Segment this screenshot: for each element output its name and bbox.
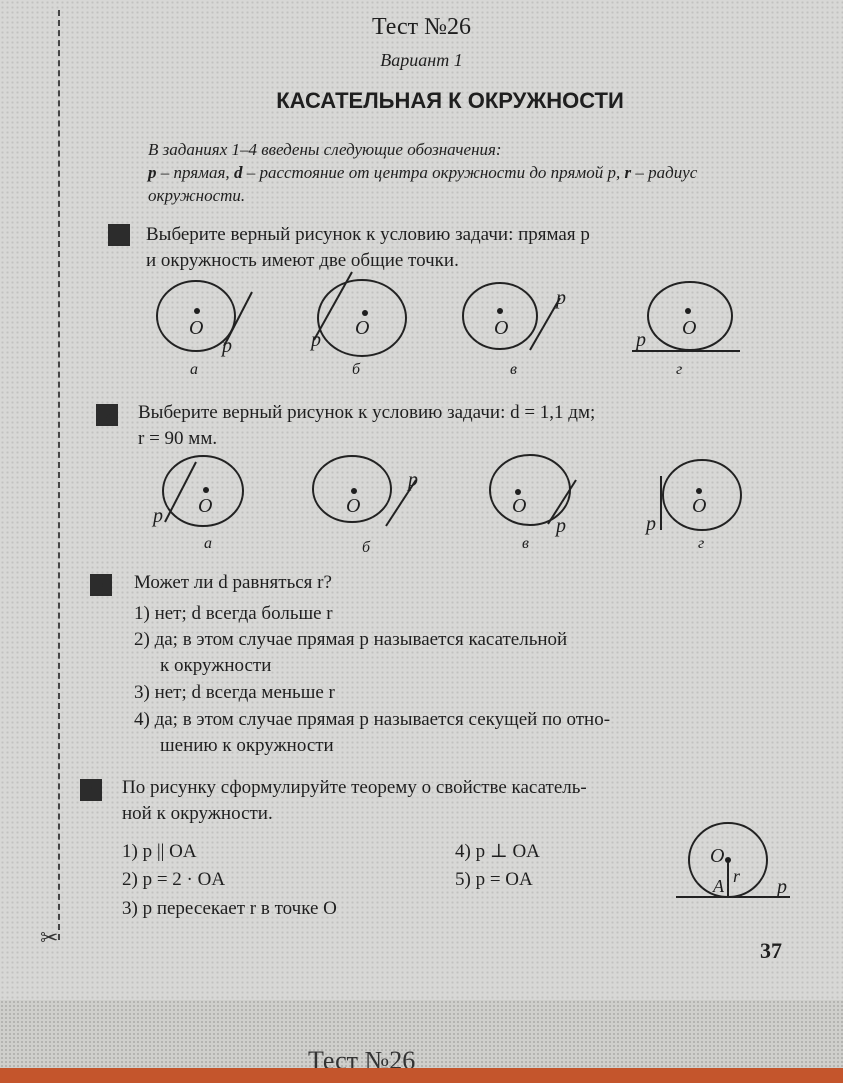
q4-option-4: 4) p ⊥ OA [455,841,540,862]
figure-letter-b: б [362,539,371,556]
q1-figure-a [157,281,252,351]
center-label: O [692,495,707,517]
q4-option-2: 2) p = 2 · OA [122,869,226,890]
question-2-line2: r = 90 мм. [138,428,218,449]
q4-option-1: 1) p || OA [122,841,197,862]
point-label: A [713,876,724,896]
next-page-title: Тест №26 [308,1046,416,1068]
figure-letter-a: а [204,535,212,552]
question-2-number: 2 [96,404,118,426]
q2-figure-b [313,456,416,526]
intro-line1: В заданиях 1–4 введены следующие обозначения: [148,140,502,159]
figure-labels [151,287,787,898]
question-3-line1: Может ли d равняться r? [134,572,332,593]
page-number: 37 [760,938,782,963]
next-page [0,1000,843,1068]
line-label: p [636,329,646,351]
variant-label: Вариант 1 [380,50,463,70]
line-label: p [777,876,787,898]
q3-option-4-cont: шению к окружности [160,735,334,756]
q3-option-2-cont: к окружности [160,655,272,676]
figure-letter-g: г [698,535,705,552]
q4-option-5: 5) p = OA [455,869,533,890]
q3-option-4: 4) да; в этом случае прямая p называется секущей по отно- [134,709,611,730]
question-1-line1: Выберите верный рисунок к условию задачи: прямая p [146,224,590,245]
center-label: O [682,317,697,339]
question-4-line1: По рисунку сформулируйте теорему о свойстве касатель- [122,777,587,798]
center-label: O [494,317,509,339]
question-1-line2: и окружность имеют две общие точки. [146,250,459,271]
question-2-line1: Выберите верный рисунок к условию задачи: d = 1,1 дм; [138,402,596,423]
figure-letter-v: в [522,535,529,552]
center-label: O [189,317,204,339]
center-label: O [355,317,370,339]
question-4-number: 4 [80,779,102,801]
center-label: O [198,495,213,517]
q1-figure-v [463,283,560,350]
line-label: p [222,335,232,357]
figure-letter-g: г [676,361,683,378]
q3-option-1: 1) нет; d всегда больше r [134,603,333,624]
question-4-line2: ной к окружности. [122,803,273,824]
topic-title: КАСАТЕЛЬНАЯ К ОКРУЖНОСТИ [276,88,624,113]
radius-label: r [733,866,741,886]
line-label: p [556,515,566,537]
intro-definitions: p – прямая, d – расстояние от центра окружности до прямой p, r – радиус окружности. [148,163,698,205]
q1-figure-b [314,272,406,356]
line-label: p [646,513,656,535]
test-title: Тест №26 [371,14,472,40]
table-edge [0,1068,843,1083]
line-label: p [556,287,566,309]
figure-letter-v: в [510,361,517,378]
line-label: p [311,329,321,351]
q3-option-3: 3) нет; d всегда меньше r [134,682,335,703]
center-label: O [346,495,361,517]
q4-option-3: 3) p пересекает r в точке O [122,898,337,919]
scissors-icon: ✂ [40,925,59,950]
question-1-number: 1 [108,224,130,246]
figure-letter-a: а [190,361,198,378]
center-label: O [710,845,725,867]
line-label: p [153,505,163,527]
figure-letter-b: б [352,361,361,378]
center-label: O [512,495,527,517]
question-3-number: 3 [90,574,112,596]
center-dots [194,308,731,863]
line-label: p [408,469,418,491]
q3-option-2: 2) да; в этом случае прямая p называется касательной [134,629,568,650]
